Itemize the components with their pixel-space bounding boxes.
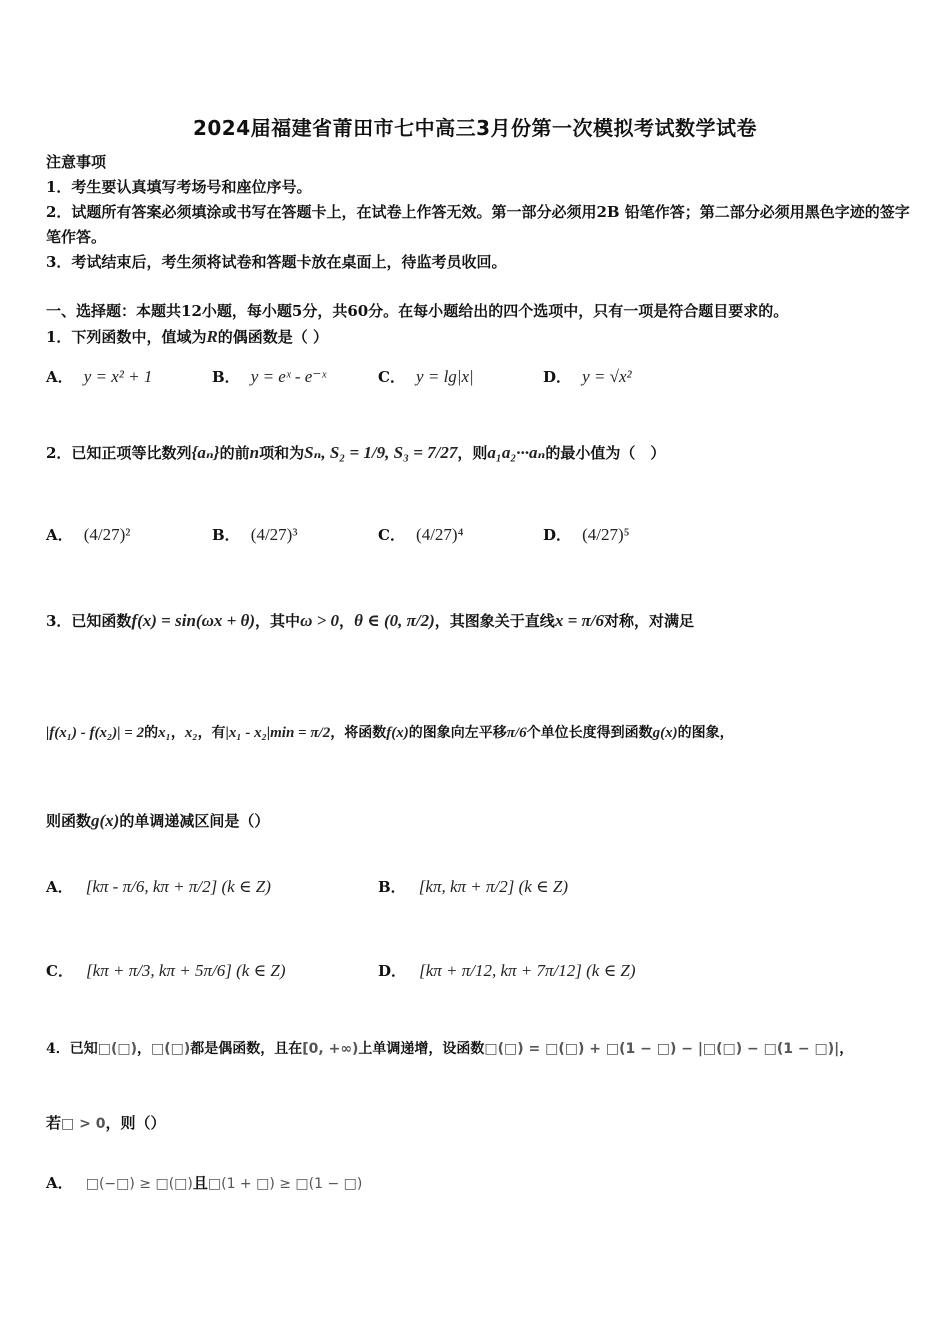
q4-stem-line-2 (46, 1112, 165, 1133)
q3-text-11: 个单位长度得到函数 (526, 725, 653, 741)
q3-math-8: |x₁ - x₂|min = π/2 (225, 725, 331, 741)
q1-option-d[interactable] (543, 366, 632, 387)
q3-text-3: ， (339, 612, 355, 630)
notice-item-2: 2．试题所有答案必须填涂或书写在答题卡上，在试卷上作答无效。第一部分必须用2B 铅笔作答；第二部分必须用黑色字迹的签字笔作答。 (46, 203, 910, 246)
q4-text-7: ，则（） (105, 1114, 166, 1132)
option-math: y = √x² (582, 367, 632, 386)
notice-item-1: 1．考生要认真填写考场号和座位序号。 (46, 178, 312, 196)
option-letter: D． (543, 368, 572, 386)
q3-math-9: f(x) (386, 725, 409, 741)
notice-item-3: 3．考试结束后，考生须将试卷和答题卡放在桌面上，待监考员收回。 (46, 253, 507, 271)
option-math: y = x² + 1 (83, 367, 153, 386)
q4-text-2: ， (137, 1041, 152, 1057)
q3-option-b[interactable] (378, 876, 568, 897)
q2-text-3: 项和为 (259, 444, 305, 462)
q4-text-3: 都是偶函数，且在 (190, 1041, 303, 1057)
q1-stem-var: R (206, 327, 218, 346)
q1-stem-part-b: 的偶函数是（ ） (217, 328, 329, 346)
option-letter: D． (543, 526, 572, 544)
q1-option-b[interactable] (212, 366, 326, 387)
q3-math-4: x = π/6 (554, 611, 605, 630)
q2-option-c[interactable] (378, 524, 464, 545)
q3-text-8: ，有 (197, 725, 226, 741)
q3-text-4: ，其图象关于直线 (434, 612, 555, 630)
q3-math-2: ω > 0 (300, 611, 340, 630)
q4-option-a[interactable] (46, 1172, 362, 1193)
option-math: y = lg|x| (416, 367, 474, 386)
q2-option-d[interactable] (543, 524, 630, 545)
option-math: [kπ - π/6, kπ + π/2] (k ∈ Z) (85, 877, 271, 896)
q3-text-9: ，将函数 (330, 725, 387, 741)
q4-text-4: 上单调递增，设函数 (358, 1041, 485, 1057)
option-conjunction: 且 (192, 1174, 208, 1192)
q3-math-3: θ ∈ (0, π/2) (354, 611, 435, 630)
q4-text-1: 4．已知 (46, 1041, 98, 1057)
option-math: [kπ, kπ + π/2] (k ∈ Z) (418, 877, 569, 896)
option-math: y = eˣ - e⁻ˣ (250, 367, 327, 386)
q2-option-b[interactable] (212, 524, 297, 545)
option-letter: B． (212, 368, 240, 386)
q3-math-13: g(x) (91, 811, 120, 830)
q3-option-c[interactable] (46, 960, 285, 981)
option-letter: C． (378, 368, 405, 386)
q1-stem-part-a: 1．下列函数中，值域为 (46, 328, 207, 346)
q2-math-3: Sₙ, S₂ = 1/9, S₃ = 7/27 (304, 443, 458, 462)
q3-text-14: 的单调递减区间是（） (119, 812, 270, 830)
q4-math-1: □(□) (97, 1041, 138, 1057)
q3-math-10: π/6 (506, 725, 527, 741)
q3-text-10: 的图象向左平移 (408, 725, 507, 741)
option-letter: A． (46, 526, 73, 544)
q3-stem-line-3 (46, 810, 269, 831)
option-math: [kπ + π/3, kπ + 5π/6] (k ∈ Z) (86, 961, 286, 980)
q2-math-4: a₁a₂···aₙ (487, 443, 546, 462)
q3-math-7: x₂ (184, 725, 198, 741)
q2-option-a[interactable] (46, 524, 130, 545)
section-heading: 一、选择题：本题共12小题，每小题5分，共60分。在每小题给出的四个选项中，只有一项是符合题目要求的。 (46, 302, 789, 320)
q3-math-11: g(x) (652, 725, 678, 741)
option-math: [kπ + π/12, kπ + 7π/12] (k ∈ Z) (419, 961, 636, 980)
q3-text-12: 的图象， (677, 725, 734, 741)
option-letter: A． (46, 1174, 73, 1192)
q3-text-1: 3．已知函数 (46, 612, 132, 630)
q2-text-1: 2．已知正项等比数列 (46, 444, 192, 462)
q4-stem-line-1 (46, 1038, 853, 1058)
q1-option-a[interactable] (46, 366, 152, 387)
page-title: 2024届福建省莆田市七中高三3月份第一次模拟考试数学试卷 (192, 116, 758, 140)
q1-option-c[interactable] (378, 366, 474, 387)
q3-math-6: x₁ (158, 725, 171, 741)
option-letter: B． (378, 878, 406, 896)
q3-text-7: ， (170, 725, 185, 741)
option-math: (4/27)⁵ (582, 525, 630, 544)
option-math: (4/27)² (83, 525, 131, 544)
option-letter: B． (212, 526, 240, 544)
option-letter: A． (46, 878, 73, 896)
q4-math-4: □(□) = □(□) + □(1 − □) − |□(□) − □(1 − □)| (484, 1041, 840, 1057)
q2-text-4: ，则 (457, 444, 488, 462)
q3-text-5: 对称，对满足 (604, 612, 695, 630)
q4-text-6: 若 (46, 1114, 62, 1132)
q4-text-5: ， (839, 1041, 854, 1057)
q4-math-2: □(□) (151, 1041, 191, 1057)
q3-option-a[interactable] (46, 876, 271, 897)
option-letter: D． (378, 962, 407, 980)
q4-math-3: [0, +∞) (302, 1041, 359, 1057)
q3-stem-line-2 (46, 722, 734, 742)
q1-stem (46, 326, 328, 347)
q2-text-2: 的前 (219, 444, 250, 462)
q2-math-2: n (249, 443, 260, 462)
option-math-2: □(1 + □) ≥ □(1 − □) (207, 1176, 363, 1192)
q3-text-13: 则函数 (46, 812, 92, 830)
q2-text-5: 的最小值为（ ） (545, 444, 666, 462)
option-letter: C． (378, 526, 405, 544)
q3-text-2: ，其中 (255, 612, 301, 630)
option-math-1: □(−□) ≥ □(□) (85, 1176, 193, 1192)
q3-option-d[interactable] (378, 960, 636, 981)
q4-math-6: □ > 0 (61, 1116, 106, 1132)
notice-heading: 注意事项 (46, 153, 107, 171)
q3-text-6: 的 (144, 725, 159, 741)
q2-math-1: {aₙ} (191, 443, 220, 462)
q2-stem (46, 442, 665, 463)
q3-math-5: |f(x₁) - f(x₂)| = 2 (46, 725, 145, 741)
q3-stem-line-1 (46, 610, 694, 631)
option-letter: C． (46, 962, 73, 980)
option-letter: A． (46, 368, 73, 386)
option-math: (4/27)³ (250, 525, 298, 544)
option-math: (4/27)⁴ (416, 525, 464, 544)
q3-math-1: f(x) = sin(ωx + θ) (131, 611, 256, 630)
